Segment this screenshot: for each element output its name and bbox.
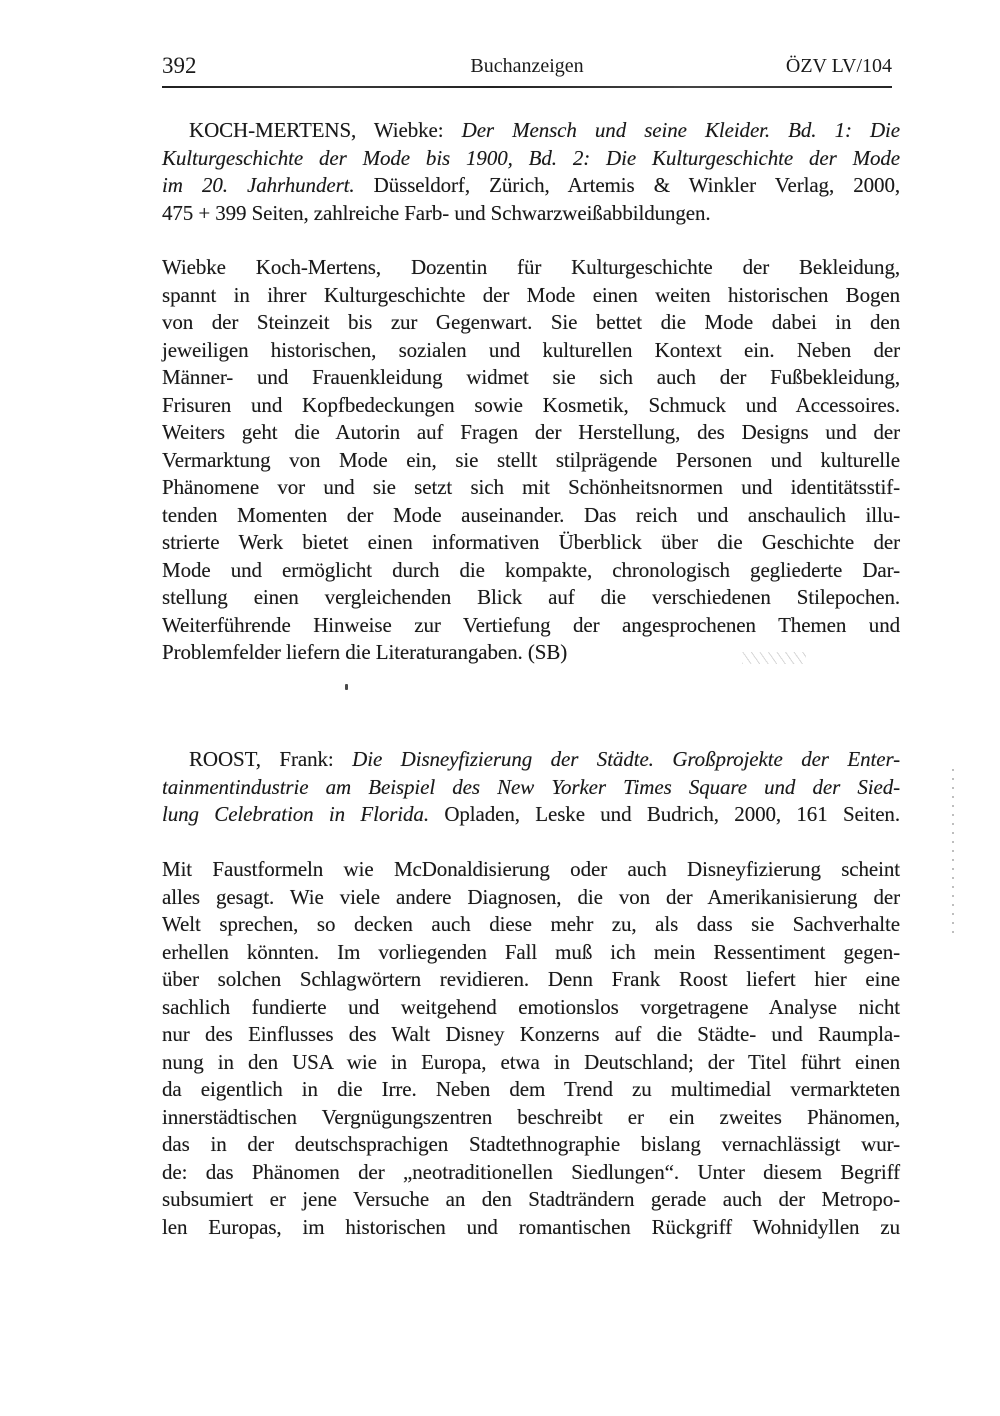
- text-line: [162, 1049, 900, 1077]
- text-line: [162, 282, 900, 310]
- text-line: [162, 419, 900, 447]
- text-run: nur des Einflusses des Walt Disney Konzerns auf die Städte- und Raumpla-: [162, 1022, 900, 1046]
- text-line: [162, 529, 900, 557]
- text-run: 475 + 399 Seiten, zahlreiche Farb- und Schwarzweißabbildungen.: [162, 200, 711, 225]
- text-run: ROOST, Frank:: [189, 747, 353, 771]
- text-line: [162, 145, 900, 173]
- text-run: spannt in ihrer Kulturgeschichte der Mode einen weiten historischen Bogen: [162, 282, 900, 307]
- text-line: [162, 254, 900, 282]
- text-line: [162, 884, 900, 912]
- text-run: Welt sprechen, so decken auch diese mehr zu, als dass sie Sachverhalte: [162, 912, 900, 936]
- citation-roost: [162, 746, 900, 829]
- text-line: [162, 856, 900, 884]
- text-line: [162, 1076, 900, 1104]
- text-run: Weiters geht die Autorin auf Fragen der Herstellung, des Designs und der: [162, 420, 900, 444]
- text-line: [162, 1186, 900, 1214]
- page-number: 392: [162, 53, 197, 78]
- italic-text-run: Die Disneyfizierung der Städte. Großprojekte der Enter-: [352, 747, 900, 771]
- text-line: [162, 746, 900, 774]
- text-line: [162, 1104, 900, 1132]
- text-line: [162, 337, 900, 365]
- scan-smudge: [742, 652, 806, 664]
- review-body-roost: [162, 856, 900, 1241]
- text-run: da eigentlich in die Irre. Neben dem Trend zu multimedial vermarkteten: [162, 1077, 900, 1101]
- text-line: [162, 939, 900, 967]
- citation-koch-mertens: [162, 117, 900, 227]
- text-run: nung in den USA wie in Europa, etwa in Deutschland; der Titel führt einen: [162, 1049, 900, 1074]
- text-run: über solchen Schlagwörtern revidieren. Denn Frank Roost liefert hier eine: [162, 967, 900, 991]
- text-run: Frisuren und Kopfbedeckungen sowie Kosmetik, Schmuck und Accessoires.: [162, 392, 900, 417]
- italic-text-run: im 20. Jahrhundert.: [162, 173, 355, 197]
- text-line: [162, 1214, 900, 1242]
- journal-reference: ÖZV LV/104: [785, 55, 892, 77]
- text-line: [162, 309, 900, 337]
- text-line: [162, 447, 900, 475]
- text-run: Problemfelder liefern die Literaturangaben. (SB): [162, 640, 568, 664]
- text-run: das in der deutschsprachigen Stadtethnographie bislang vernachlässigt wur-: [162, 1132, 900, 1156]
- text-run: jeweiligen historischen, sozialen und kulturellen Kontext ein. Neben der: [162, 337, 900, 362]
- text-line: [162, 911, 900, 939]
- text-run: de: das Phänomen der „neotraditionellen Siedlungen“. Unter diesem Begriff: [162, 1159, 900, 1184]
- text-line: [162, 364, 900, 392]
- text-run: strierte Werk bietet einen informativen Überblick über die Geschichte der: [162, 530, 900, 554]
- italic-text-run: lung Celebration in Florida.: [162, 802, 429, 826]
- italic-text-run: Der Mensch und seine Kleider. Bd. 1: Die: [461, 118, 900, 142]
- text-run: alles gesagt. Wie viele andere Diagnosen, die von der Amerikanisierung der: [162, 884, 900, 909]
- running-title: Buchanzeigen: [470, 55, 584, 77]
- text-run: len Europas, im historischen und romantischen Rückgriff Wohnidyllen zu: [162, 1214, 900, 1239]
- text-line: [162, 966, 900, 994]
- text-run: Düsseldorf, Zürich, Artemis & Winkler Verlag, 2000,: [354, 173, 900, 197]
- text-run: erhellen könnten. Im vorliegenden Fall muß ich mein Ressentiment gegen-: [162, 939, 900, 964]
- review-body-koch-mertens: [162, 254, 900, 667]
- text-run: stellung einen vergleichenden Blick auf die verschiedenen Stilepochen.: [162, 585, 900, 609]
- text-run: tenden Momenten der Mode auseinander. Das reich und anschaulich illu-: [162, 502, 900, 527]
- text-run: KOCH-MERTENS, Wiebke:: [189, 118, 462, 142]
- text-line: [162, 584, 900, 612]
- header-rule: [162, 86, 892, 88]
- text-line: [162, 172, 900, 200]
- text-line: [162, 200, 900, 228]
- text-line: [162, 1159, 900, 1187]
- text-run: Wiebke Koch-Mertens, Dozentin für Kulturgeschichte der Bekleidung,: [162, 255, 900, 279]
- scan-dotted-line: [952, 769, 954, 939]
- text-run: Mit Faustformeln wie McDonaldisierung oder auch Disneyfizierung scheint: [162, 857, 900, 881]
- text-line: [162, 1131, 900, 1159]
- text-run: Opladen, Leske und Budrich, 2000, 161 Seiten.: [428, 802, 900, 826]
- text-line: [162, 801, 900, 829]
- text-line: [162, 502, 900, 530]
- text-run: innerstädtischen Vergnügungszentren beschreibt er ein zweites Phänomen,: [162, 1104, 900, 1129]
- text-line: [162, 117, 900, 145]
- text-run: sachlich fundierte und weitgehend emotionslos vorgetragene Analyse nicht: [162, 994, 900, 1019]
- text-line: [162, 994, 900, 1022]
- italic-text-run: tainmentindustrie am Beispiel des New Yorker Times Square und der Sied-: [162, 774, 900, 799]
- italic-text-run: Kulturgeschichte der Mode bis 1900, Bd. 2: Die Kulturgeschichte der Mode: [162, 145, 900, 170]
- scan-speck: [345, 684, 348, 690]
- text-line: [162, 392, 900, 420]
- text-run: Männer- und Frauenkleidung widmet sie sich auch der Fußbekleidung,: [162, 365, 900, 389]
- text-line: [162, 557, 900, 585]
- text-line: [162, 474, 900, 502]
- text-line: [162, 1021, 900, 1049]
- text-line: [162, 612, 900, 640]
- page-header: [162, 52, 892, 77]
- text-run: Vermarktung von Mode ein, sie stellt stilprägende Personen und kulturelle: [162, 447, 900, 472]
- text-run: Phänomene vor und sie setzt sich mit Schönheitsnormen und identitätsstif-: [162, 475, 900, 499]
- text-run: Mode und ermöglicht durch die kompakte, chronologisch gegliederte Dar-: [162, 557, 900, 582]
- text-run: subsumiert er jene Versuche an den Stadträndern gerade auch der Metropo-: [162, 1187, 900, 1211]
- text-line: [162, 774, 900, 802]
- text-run: von der Steinzeit bis zur Gegenwart. Sie bettet die Mode dabei in den: [162, 310, 900, 334]
- text-run: Weiterführende Hinweise zur Vertiefung der angesprochenen Themen und: [162, 612, 900, 637]
